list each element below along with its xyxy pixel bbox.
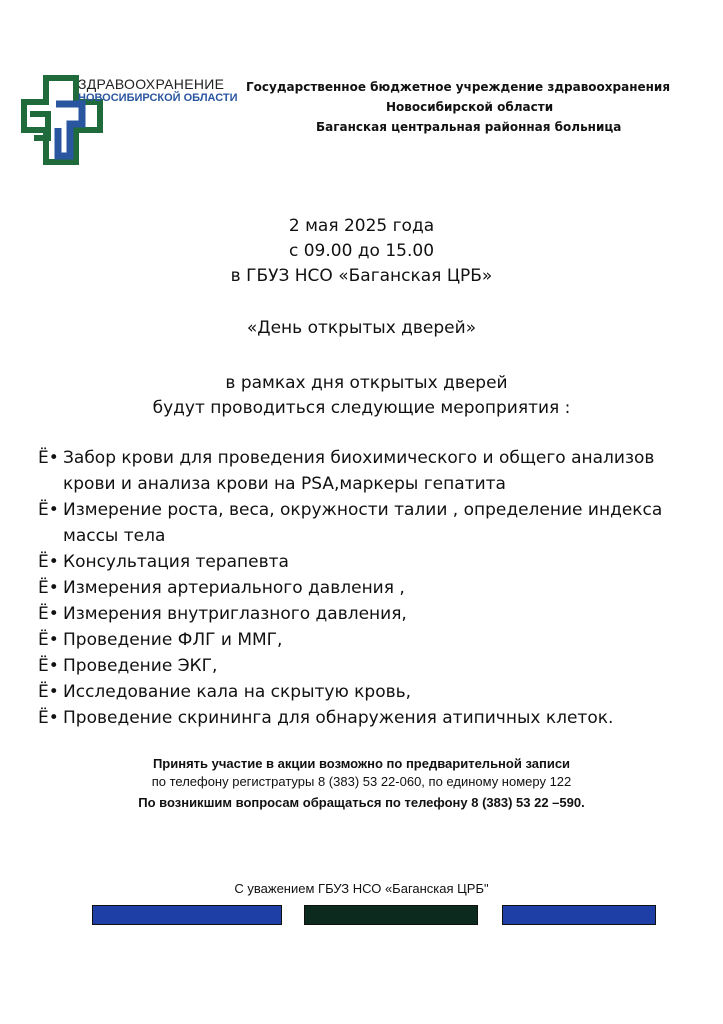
logo-subtitle: НОВОСИБИРСКОЙ ОБЛАСТИ	[78, 92, 238, 104]
event-date: 2 мая 2025 года	[288, 216, 435, 236]
footer-bar-left	[92, 905, 282, 925]
event-intro-line-1: в рамках дня открытых дверей	[225, 373, 508, 393]
bullet-marker: Ё•	[38, 708, 59, 728]
list-item-text: Проведение ФЛГ и ММГ,	[63, 630, 283, 650]
event-title: «День открытых дверей»	[246, 318, 477, 338]
list-item-text: Исследование кала на скрытую кровь,	[63, 682, 412, 702]
registration-note: Принять участие в акции возможно по предварительной записи	[152, 756, 571, 771]
signature: С уважением ГБУЗ НСО «Баганская ЦРБ"	[234, 881, 489, 896]
bullet-marker: Ё•	[38, 552, 59, 572]
bullet-marker: Ё•	[38, 500, 59, 520]
list-item-text: Измерения артериального давления ,	[63, 578, 405, 598]
event-place: в ГБУЗ НСО «Баганская ЦРБ»	[230, 266, 493, 286]
list-item	[38, 497, 708, 549]
registration-phone: по телефону регистратуры 8 (383) 53 22-060, по единому номеру 122	[151, 774, 572, 789]
list-item	[38, 705, 708, 731]
bullet-marker: Ё•	[38, 630, 59, 650]
footer-bar-right	[502, 905, 656, 925]
list-item-text: Проведение скрининга для обнаружения атипичных клеток.	[63, 708, 614, 728]
event-time: с 09.00 до 15.00	[288, 241, 435, 261]
list-item-text: Забор крови для проведения биохимического и общего анализов крови и анализа крови на PSA,маркеры гепатита	[63, 448, 655, 494]
list-item-text: Измерения внутриглазного давления,	[63, 604, 407, 624]
list-item	[38, 653, 708, 679]
questions-phone: По возникшим вопросам обращаться по телефону 8 (383) 53 22 –590.	[138, 795, 585, 810]
bullet-marker: Ё•	[38, 448, 59, 468]
list-item	[38, 445, 708, 497]
list-item	[38, 627, 708, 653]
bullet-marker: Ё•	[38, 682, 59, 702]
list-item-text: Консультация терапевта	[63, 552, 289, 572]
list-item	[38, 601, 708, 627]
bullet-marker: Ё•	[38, 604, 59, 624]
list-item	[38, 549, 708, 575]
org-line-1: Государственное бюджетное учреждение здравоохранения	[246, 80, 671, 94]
list-item	[38, 575, 708, 601]
org-line-3: Баганская центральная районная больница	[316, 120, 622, 134]
event-intro-line-2: будут проводиться следующие мероприятия :	[152, 398, 571, 418]
activities-list	[38, 445, 708, 731]
bullet-marker: Ё•	[38, 578, 59, 598]
footer-bar-center	[304, 905, 478, 925]
list-item	[38, 679, 708, 705]
logo-title: ЗДРАВООХРАНЕНИЕ	[78, 76, 225, 92]
org-line-2: Новосибирской области	[386, 100, 554, 114]
bullet-marker: Ё•	[38, 656, 59, 676]
list-item-text: Измерение роста, веса, окружности талии , определение индекса массы тела	[63, 500, 663, 546]
list-item-text: Проведение ЭКГ,	[63, 656, 218, 676]
